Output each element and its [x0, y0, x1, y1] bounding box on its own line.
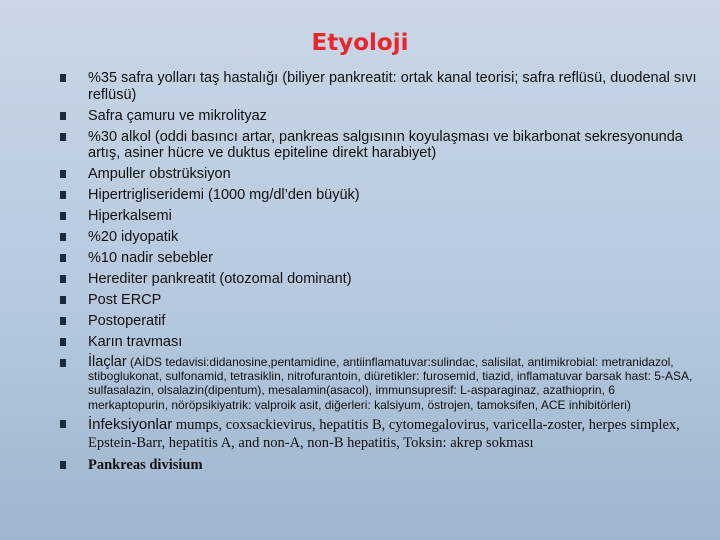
drugs-text: (AİDS tedavisi:didanosine,pentamidine, antiinflamatuvar:sulindac, salisilat, antimikrobial: metranidazol, stiboglukonat, sulfonamid, tetrasiklin, nitrofurantoin, diüretikler: furosemid, tiazid, inflamatuvar barsak hast: 5-ASA, sulfasalazin, olsalazin(dipentum), mesalamin(asacol), immunsupresif: L-asparaginaz, azathioprin, 6 merkaptopurin, nöröpsikiyatrik: valproik asit, diğerleri: kalsiyum, östrojen, tamoksifen, ACE inhibitörleri) [88, 355, 693, 412]
list-item-infections [58, 416, 698, 452]
infections-text: mumps, coxsackievirus, hepatitis B, cytomegalovirus, varicella-zoster, herpes simplex, Epstein-Barr, hepatitis A, and non-A, non-B hepatitis, Toksin: akrep sokması [88, 417, 680, 452]
square-bullet-icon [60, 112, 66, 120]
list-item-text: Hipertrigliseridemi (1000 mg/dl’den büyük) [88, 187, 360, 203]
square-bullet-icon [60, 338, 66, 346]
list-item-text: Safra çamuru ve mikrolityaz [88, 107, 267, 124]
square-bullet-icon [60, 420, 66, 428]
list-item [58, 229, 698, 246]
list-item [58, 108, 698, 125]
list-item [58, 70, 698, 103]
list-item-text: Karın travması [88, 334, 183, 350]
list-item [58, 292, 698, 309]
list-item [58, 129, 698, 162]
list-item [58, 457, 698, 474]
list-item [58, 187, 698, 204]
list-item-text: %30 alkol (oddi basıncı artar, pankreas salgısının koyulaşması ve bikarbonat sekresyonunda artış, asiner hücre ve duktus epiteline direkt harabiyet) [88, 128, 683, 161]
list-item-text: %10 nadir sebebler [88, 250, 213, 266]
square-bullet-icon [60, 317, 66, 325]
square-bullet-icon [60, 74, 66, 82]
square-bullet-icon [60, 254, 66, 262]
list-item-text: Ampuller obstrüksiyon [88, 166, 231, 182]
square-bullet-icon [60, 233, 66, 241]
drugs-lead: İlaçlar [88, 354, 127, 370]
list-item-text: Pankreas divisium [88, 456, 203, 473]
list-item [58, 250, 698, 267]
square-bullet-icon [60, 359, 66, 367]
square-bullet-icon [60, 212, 66, 220]
square-bullet-icon [60, 296, 66, 304]
square-bullet-icon [60, 275, 66, 283]
infections-lead: İnfeksiyonlar [88, 416, 173, 434]
list-item-text: Postoperatif [88, 313, 166, 329]
list-item [58, 166, 698, 183]
square-bullet-icon [60, 170, 66, 178]
etiology-list [58, 70, 698, 478]
list-item [58, 271, 698, 288]
list-item-drugs [58, 355, 698, 412]
square-bullet-icon [60, 133, 66, 141]
list-item-text: %35 safra yolları taş hastalığı (biliyer pankreatit: ortak kanal teorisi; safra reflüsü, duodenal sıvı reflüsü) [88, 70, 697, 103]
square-bullet-icon [60, 461, 66, 469]
list-item-text: Post ERCP [88, 292, 162, 308]
square-bullet-icon [60, 191, 66, 199]
list-item [58, 208, 698, 225]
list-item [58, 313, 698, 330]
list-item [58, 334, 698, 351]
list-item-text: Herediter pankreatit (otozomal dominant) [88, 271, 352, 287]
list-item-text: Hiperkalsemi [88, 208, 172, 224]
slide-title: Etyoloji [311, 30, 409, 56]
list-item-text: %20 idyopatik [88, 229, 179, 245]
